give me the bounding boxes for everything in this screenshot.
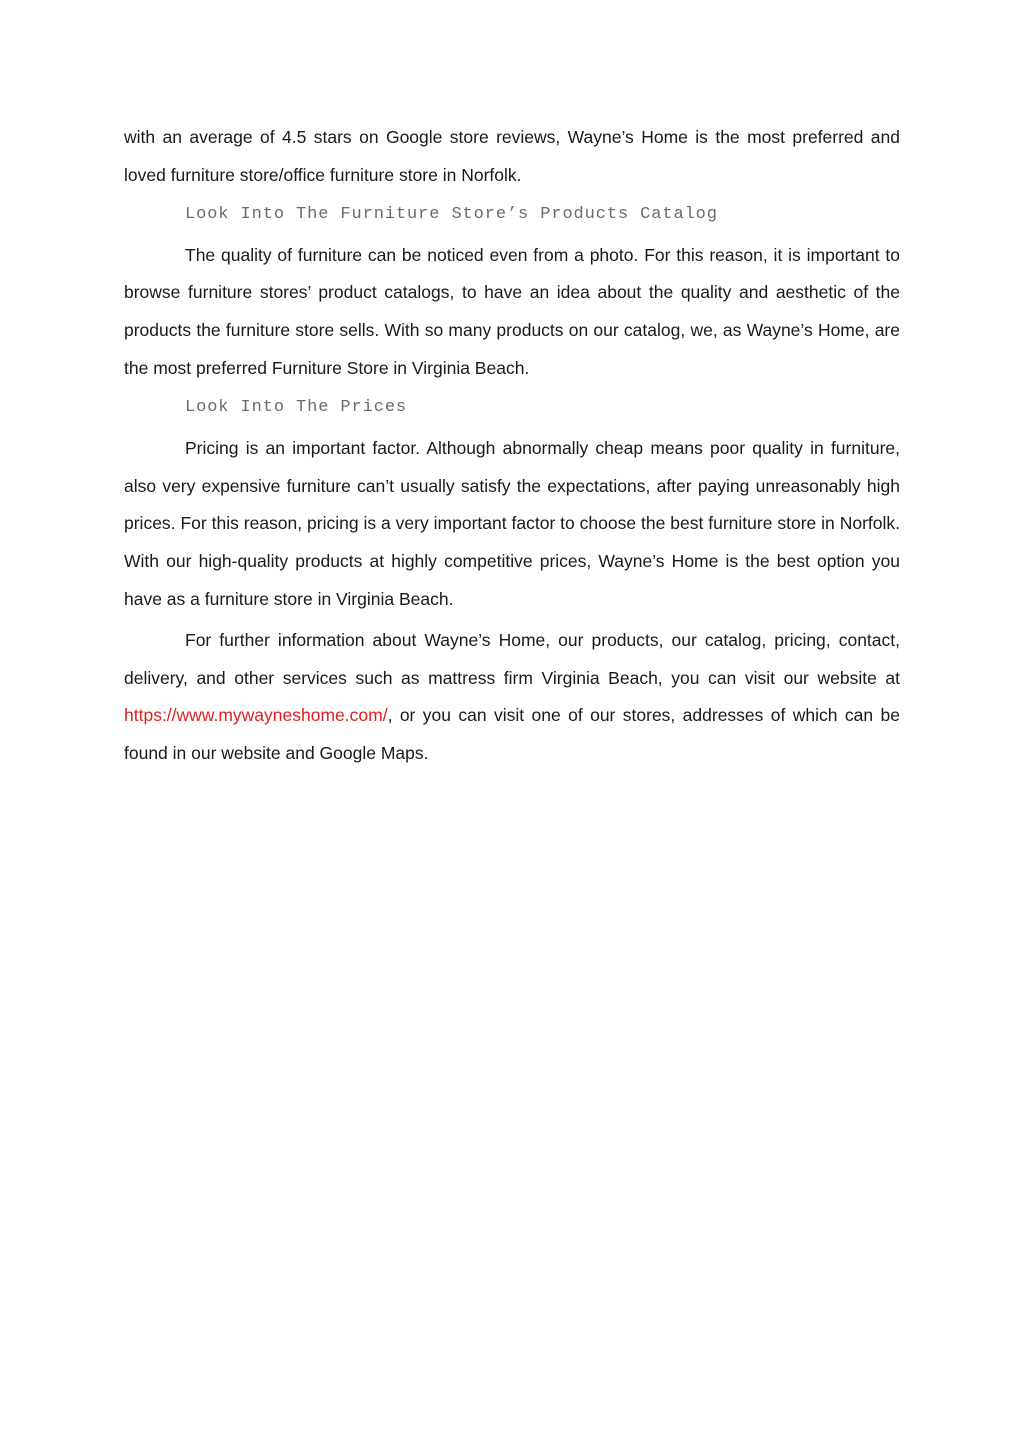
website-link[interactable]: https://www.mywayneshome.com/ — [124, 705, 388, 726]
heading-prices: Look Into The Prices — [185, 397, 408, 417]
document-body — [124, 119, 900, 773]
catalog-paragraph: The quality of furniture can be noticed even from a photo. For this reason, it is important to browse furniture stores’ product catalogs, to have an idea about the quality and aesthetic of the products the furniture store sells. With so many products on our catalog, we, as Wayne’s Home, are the most preferred Furniture Store in Virginia Beach. — [124, 244, 900, 378]
intro-paragraph: with an average of 4.5 stars on Google store reviews, Wayne’s Home is the most preferred and loved furniture store/office furniture store in Norfolk. — [124, 127, 900, 185]
heading-products-catalog: Look Into The Furniture Store’s Products Catalog — [185, 204, 718, 224]
prices-paragraph: Pricing is an important factor. Although abnormally cheap means poor quality in furniture, also very expensive furniture can’t usually satisfy the expectations, after paying unreasonably high prices. For this reason, pricing is a very important factor to choose the best furniture store in Norfolk. With our high-quality products at highly competitive prices, Wayne’s Home is the best option you have as a furniture store in Virginia Beach. — [124, 437, 900, 609]
contact-paragraph — [124, 622, 900, 773]
contact-paragraph-start: For further information about Wayne’s Home, our products, our catalog, pricing, contact, delivery, and other services such as mattress firm Virginia Beach, you can visit our website at — [124, 629, 900, 688]
contact-paragraph-end: , or you can visit one of our stores, addresses of which can be found in our website and Google Maps. — [124, 705, 900, 764]
